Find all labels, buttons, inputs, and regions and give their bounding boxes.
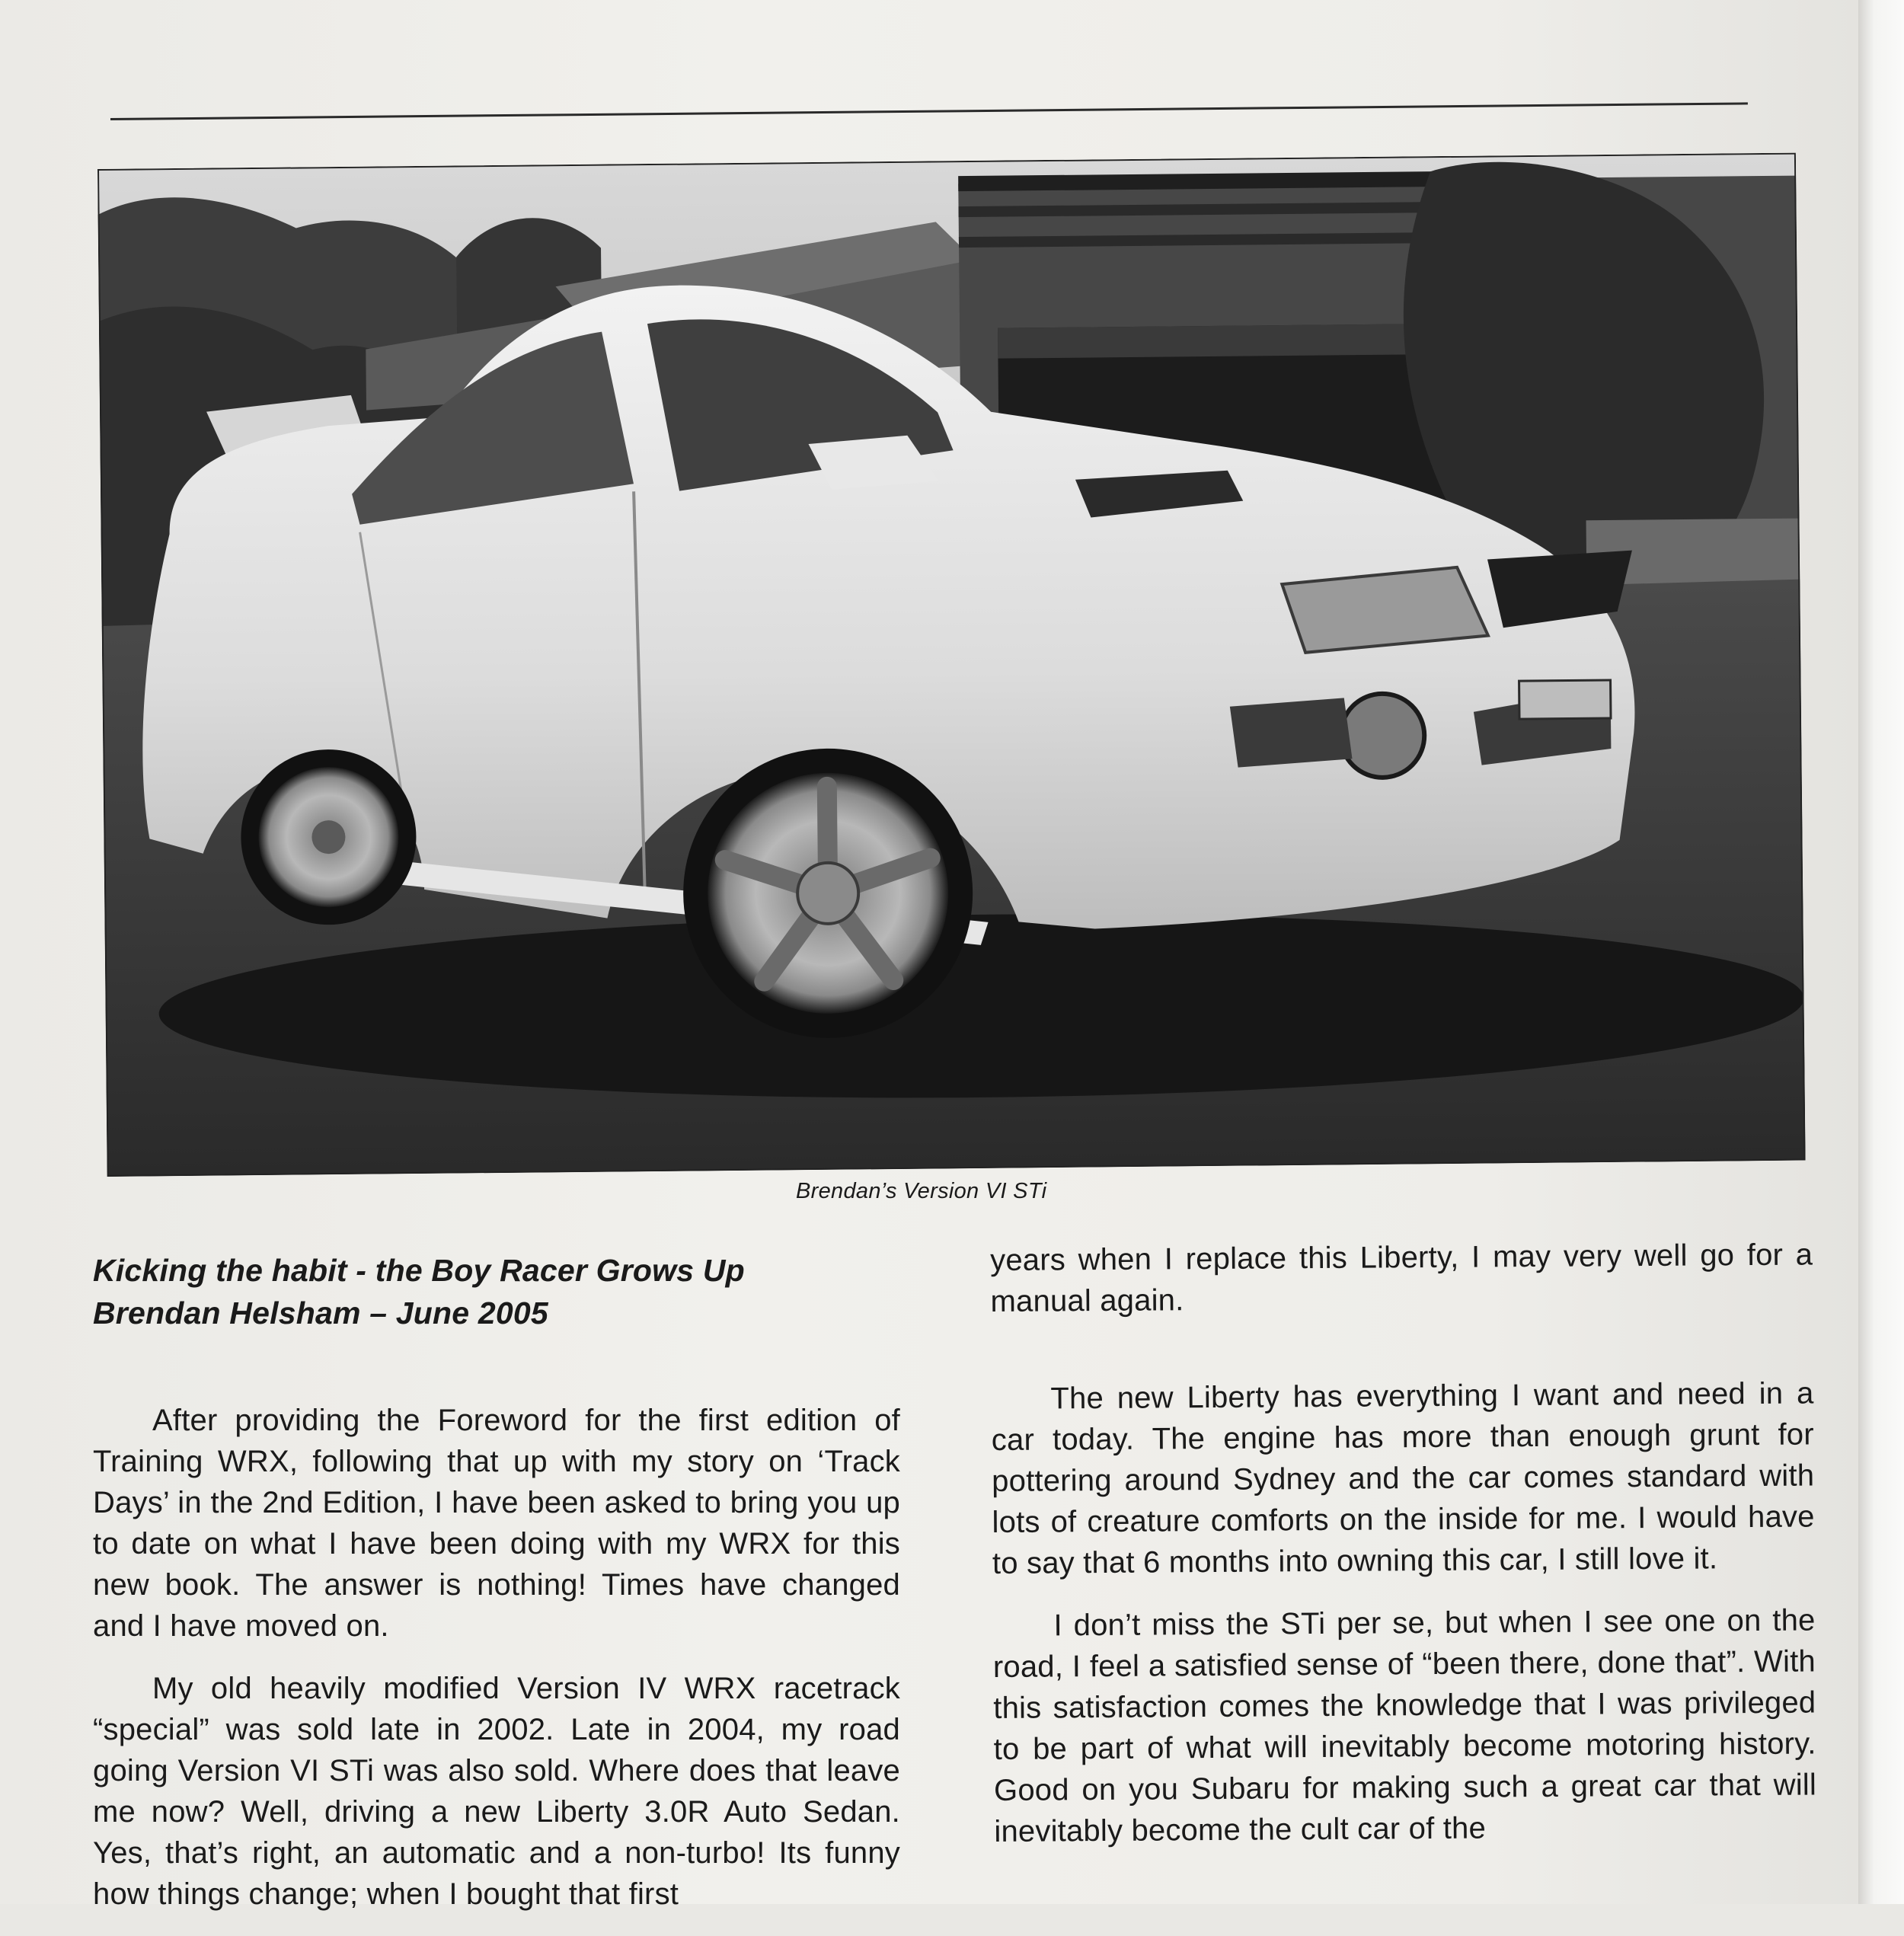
- right-paragraph-1: The new Liberty has everything I want and need in a car today. The engine has more than enough grunt for pottering around Sydney and the car comes standard with lots of creature comforts on the inside for me. I would have to say that 6 months into owning this car, I still love it.: [991, 1376, 1815, 1580]
- page-edge: [1858, 0, 1904, 1904]
- left-column: [93, 1249, 900, 1936]
- photo-caption: Brendan’s Version VI STi: [796, 1179, 1047, 1203]
- right-column: [990, 1234, 1817, 1874]
- article-byline: Brendan Helsham – June 2005: [93, 1295, 548, 1331]
- left-paragraph-1: After providing the Foreword for the first edition of Training WRX, following that up with my story on ‘Track Days’ in the 2nd Edition, I have been asked to bring you up to date on what I have been doing with my WRX for this new book. The answer is nothing! Times have changed and I have moved on.: [93, 1404, 900, 1643]
- car-photo: [97, 153, 1806, 1177]
- article-title: Kicking the habit - the Boy Racer Grows Up: [93, 1253, 745, 1288]
- left-paragraph-2: My old heavily modified Version IV WRX racetrack “special” was sold late in 2002. Late in 2004, my road going Version VI STi was also sold. Where does that leave me now? Well, driving a new Liberty 3.0R Auto Sedan. Yes, that’s right, an automatic and a non-turbo! Its funny how things change; when I bought that first: [93, 1672, 900, 1911]
- article-heading: [93, 1249, 900, 1334]
- right-paragraph-0: years when I replace this Liberty, I may very well go for a manual again.: [990, 1238, 1813, 1318]
- right-paragraph-2: I don’t miss the STi per se, but when I see one on the road, I feel a satisfied sense of “been there, done that”. With this satisfaction comes the knowledge that I was privileged to be part of what will inevitably become motoring history. Good on you Subaru for making such a great car that will inevitably become the cult car of the: [992, 1603, 1817, 1848]
